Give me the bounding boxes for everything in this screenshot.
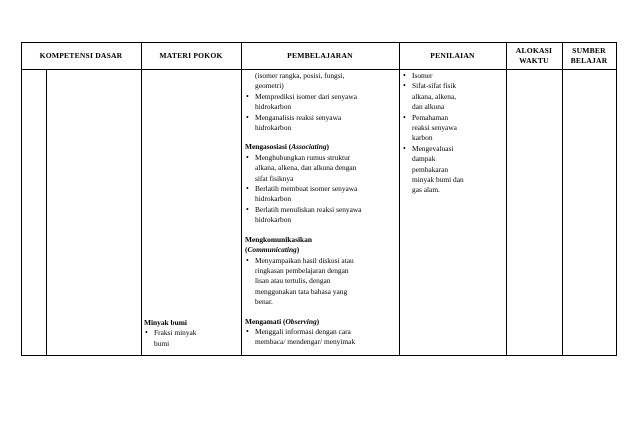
text-line: dan alkuna xyxy=(412,102,445,112)
rpp-table xyxy=(21,42,617,356)
text-line: ringkasan pembelajaran dengan xyxy=(255,265,349,275)
table-border-left xyxy=(21,42,22,356)
list-item: • Memprediksi isomer dari senyawa xyxy=(245,92,397,102)
column-divider xyxy=(141,42,142,356)
header-penilaian: PENILAIAN xyxy=(430,50,475,60)
text-line: pembakaran xyxy=(412,164,449,174)
header-sumber-belajar: SUMBER BELAJAR xyxy=(570,45,608,65)
text-line: minyak bumi dan xyxy=(412,175,464,185)
column-divider xyxy=(506,42,507,356)
list-item: • Menghubungkan rumus struktur xyxy=(245,153,397,163)
column-divider xyxy=(241,42,242,356)
text-line: sifat fisiknya xyxy=(255,173,294,183)
section-heading-mengkomunikasikan: Mengkomunikasikan xyxy=(245,234,312,244)
text-line: (isomer rangka, posisi, fungsi, xyxy=(255,71,345,80)
header-materi-pokok: MATERI POKOK xyxy=(159,50,223,60)
text-line: membaca/ mendengar/ menyimak xyxy=(255,337,356,347)
text-line: alkana, alkena, dan alkuna dengan xyxy=(255,163,357,173)
table-border-bottom xyxy=(21,355,617,356)
table-border-right xyxy=(616,42,617,356)
text-line: karbon xyxy=(412,133,433,143)
text-line: lisan atau tertulis, dengan xyxy=(255,276,331,286)
text-line: geometri) xyxy=(255,81,284,91)
text-line: hidrokarbon xyxy=(255,194,292,204)
list-item: • Isomer xyxy=(402,71,504,81)
materi-title: Minyak bumi xyxy=(144,318,187,327)
materi-cell xyxy=(144,318,239,349)
list-item: • Berlatih menuliskan reaksi senyawa xyxy=(245,205,397,215)
list-item: • Mengevaluasi xyxy=(402,144,504,154)
text-line: benar. xyxy=(255,297,273,307)
pembelajaran-cell xyxy=(245,71,397,348)
text-line: hidrokarbon xyxy=(255,123,292,133)
column-divider xyxy=(399,42,400,356)
header-divider xyxy=(21,69,617,70)
subcolumn-divider xyxy=(46,69,47,356)
section-heading-mengasosiasi: Mengasosiasi (Associating) xyxy=(245,142,329,152)
text-line: reaksi senyawa xyxy=(412,123,457,133)
text-line: alkana, alkena, xyxy=(412,91,457,101)
header-kompetensi-dasar: KOMPETENSI DASAR xyxy=(39,50,123,60)
list-item: • Sifat-sifat fisik xyxy=(402,81,504,91)
text-line: dampak xyxy=(412,154,436,164)
list-item: • Menyampaikan hasil diskusi atau xyxy=(245,256,397,266)
header-pembelajaran: PEMBELAJARAN xyxy=(287,50,353,60)
section-heading-communicating: (Communicating) xyxy=(245,245,300,255)
list-item: • Menggali informasi dengan cara xyxy=(245,327,397,337)
list-item: • Fraksi minyak xyxy=(144,328,239,338)
header-alokasi-waktu: ALOKASI WAKTU xyxy=(515,45,553,65)
penilaian-cell xyxy=(402,71,504,196)
text-line: hidrokarbon xyxy=(255,102,292,112)
text-line: hidrokarbon xyxy=(255,215,292,225)
list-item: • Pemahaman xyxy=(402,113,504,123)
section-heading-mengamati: Mengamati (Observing) xyxy=(245,316,320,326)
list-item: • Berlatih membuat isomer senyawa xyxy=(245,184,397,194)
column-divider xyxy=(562,42,563,356)
text-line: menggunakan tata bahasa yang xyxy=(255,286,348,296)
list-item: • Menganalisis reaksi senyawa xyxy=(245,113,397,123)
text-line: bumi xyxy=(154,338,170,348)
text-line: gas alam. xyxy=(412,185,440,195)
